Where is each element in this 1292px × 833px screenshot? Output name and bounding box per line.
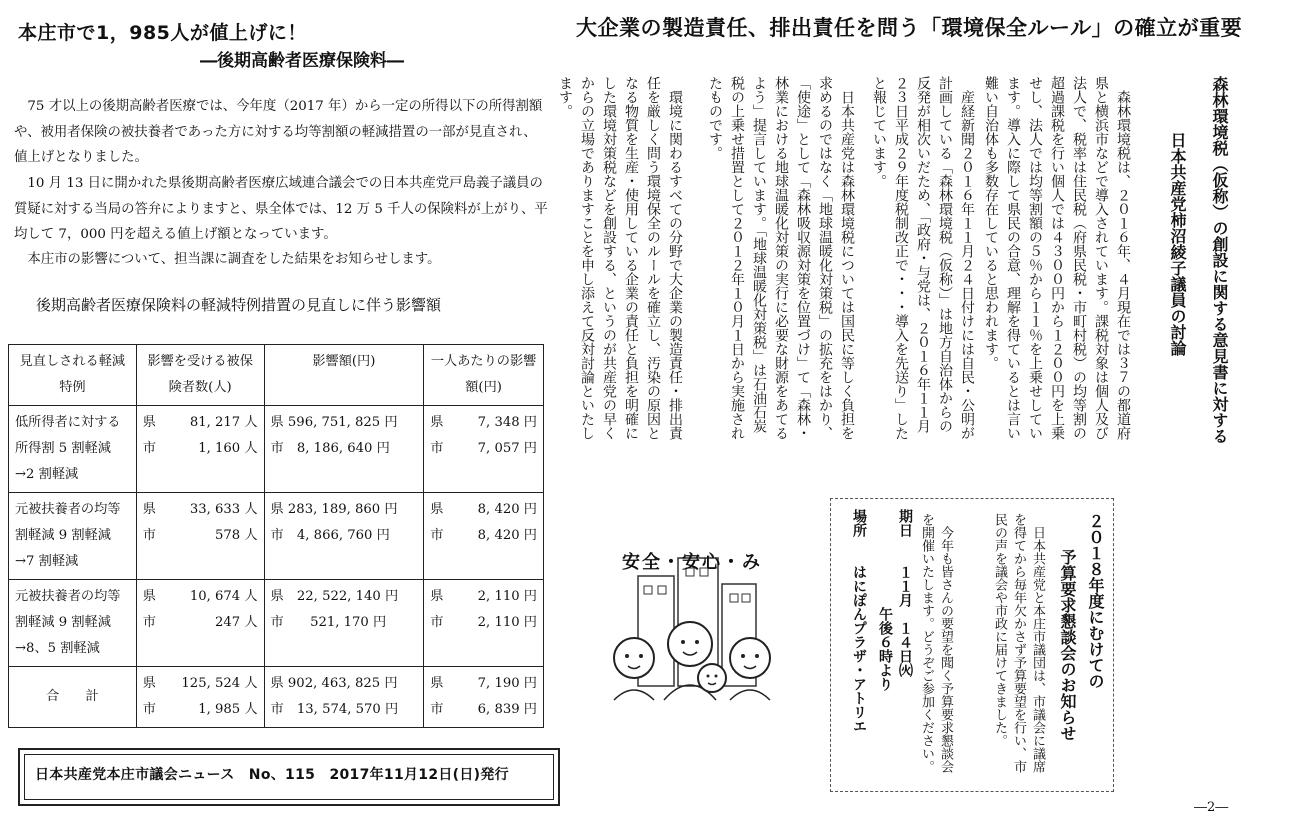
- table-cell-per: [424, 580, 544, 667]
- pref-mark: 県: [430, 502, 444, 517]
- amount-value: 市 8, 186, 640 円: [270, 441, 390, 456]
- count-value: 81, 217 人: [189, 415, 258, 430]
- pref-mark: 県: [142, 676, 156, 691]
- count-value: 247 人: [214, 615, 258, 630]
- amount-value: 市 521, 170 円: [270, 615, 387, 630]
- left-paragraph-3: 本庄市の影響について、担当課に調査をした結果をお知らせします。: [27, 252, 441, 267]
- count-value: 10, 674 人: [189, 589, 258, 604]
- article-paragraph-1: 森林環境税は、２０１６年、４月現在では３７の都道府県と横浜市などで導入されています。課税対象は個人及び法人で、税率は住民税（府県民税・市町村税）の均等割の超過課税を行い個人では４３００円から１２００円を上乗せし、法人では均等割額の５％から１１％を上乗せしています。導入に際して県民の合意、理解を得ているとは言い難い自治体も多数存在していると思われます。: [983, 76, 1131, 440]
- date-label: 期日: [897, 509, 913, 537]
- notice-body-2: 今年も皆さんの要望を聞く予算要求懇談会を開催いたします。どうぞご参加ください。: [919, 513, 953, 773]
- article-paragraph-2: 産経新聞２０１６年１１月２４日付けには自民・公明が計画している「森林環境税（仮称）」は地方自治体からの反発が相次いだため、「政府・与党は、２０１６年１１月２３日平成２９年度税制改正で・・・導入を先送り」したと報じています。: [871, 76, 975, 440]
- pref-mark: 県: [430, 676, 444, 691]
- left-headline: 本庄市で1，985人が値上げに！: [18, 22, 307, 44]
- article-subtitle: 日本共産党柿沼綾子議員の討論: [1168, 132, 1187, 356]
- count-value: 1, 160 人: [198, 441, 258, 456]
- city-mark: 市: [142, 528, 156, 543]
- table-cell-label: 元被扶養者の均等割軽減 9 割軽減→7 割軽減: [9, 493, 137, 580]
- count-value: 125, 524 人: [181, 676, 258, 691]
- amount-value: 市 13, 574, 570 円: [270, 702, 399, 717]
- per-value: 2, 110 円: [477, 615, 537, 630]
- count-value: 1, 985 人: [198, 702, 258, 717]
- place-label: 場所: [851, 509, 867, 537]
- table-header: 見直しされる軽減特例: [9, 345, 137, 406]
- pref-mark: 県: [142, 415, 156, 430]
- table-cell-label: 低所得者に対する所得割 5 割軽減→2 割軽減: [9, 406, 137, 493]
- table-row-total: [9, 667, 544, 728]
- city-mark: 市: [430, 702, 444, 717]
- per-value: 7, 190 円: [477, 676, 537, 691]
- table-cell-amount: [264, 493, 424, 580]
- left-paragraph-1: 75 才以上の後期高齢者医療では、今年度（2017 年）から一定の所得以下の所得割額や、被用者保険の被扶養者であった方に対する均等割額の軽減措置の一部が見直され、値上げとなりました。: [14, 99, 543, 165]
- left-subheadline: ―後期高齢者医療保険料―: [200, 51, 404, 71]
- table-cell-amount: [264, 580, 424, 667]
- count-value: 33, 633 人: [189, 502, 258, 517]
- per-value: 6, 839 円: [477, 702, 537, 717]
- table-cell-label: 合 計: [9, 667, 137, 728]
- table-cell-amount: [264, 406, 424, 493]
- article-title: 森林環境税（仮称）の創設に関する意見書に対する: [1210, 76, 1229, 444]
- page-number: ―2―: [1194, 800, 1229, 815]
- table-row: [9, 406, 544, 493]
- table-cell-count: [136, 406, 264, 493]
- pref-mark: 県: [430, 415, 444, 430]
- per-value: 8, 420 円: [477, 528, 537, 543]
- left-paragraph-2: 10 月 13 日に開かれた県後期高齢者医療広域連合議会での日本共産党戸島義子議員の質疑に対する当局の答弁によりますと、県全体では、12 万 5 千人の保険料が上がり、平均して 7，000 円を超える値上げ額となっています。: [14, 176, 548, 242]
- table-header: 影響額(円): [264, 345, 424, 406]
- per-value: 7, 057 円: [477, 441, 537, 456]
- table-header: 影響を受ける被保険者数(人): [136, 345, 264, 406]
- article-paragraph-3: 日本共産党は森林環境税については国民に等しく負担を求めるのではなく「地球温暖化対策税」の拡充をはかり、「使途」として「森林吸収源対策を位置づけ」て「森林・林業における地球温暖化対策の実行に必要な財源をあてるよう」提言しています。「地球温暖化対策税」は石油石炭税の上乗せ措置として２０１２年１０月１日から実施されたものです。: [707, 76, 855, 440]
- table-header-row: [9, 345, 544, 406]
- table-title: 後期高齢者医療保険料の軽減特例措置の見直しに伴う影響額: [36, 296, 442, 314]
- pref-mark: 県: [142, 502, 156, 517]
- article-paragraph-4: 環境に関わるすべての分野で大企業の製造責任・排出責任を厳しく問う環境保全のルールを確立し、汚染の原因となる物質を生産・使用している企業の責任と負担を明確にした環境対策税などを創設する、というのが共産党の早くからの立場でありますことを申し添えて反対討論といたします。: [557, 76, 683, 440]
- city-mark: 市: [430, 615, 444, 630]
- table-cell-per: [424, 406, 544, 493]
- pref-mark: 県: [142, 589, 156, 604]
- amount-value: 県 596, 751, 825 円: [270, 415, 398, 430]
- amount-value: 市 4, 866, 760 円: [270, 528, 390, 543]
- amount-value: 県 22, 522, 140 円: [270, 589, 399, 604]
- footer-text: 日本共産党本庄市議会ニュース No、115 2017年11月12日(日)発行: [24, 754, 554, 800]
- city-mark: 市: [142, 615, 156, 630]
- table-cell-count: [136, 493, 264, 580]
- date-value: １１月 １４日㈫: [897, 565, 913, 677]
- table-cell-per: [424, 493, 544, 580]
- per-value: 7, 348 円: [477, 415, 537, 430]
- notice-box: [830, 498, 1114, 792]
- count-value: 578 人: [214, 528, 258, 543]
- illustration-caption: 安全・安心・み: [622, 552, 762, 573]
- place-value: はにぽんプラザ・アトリエ: [851, 565, 867, 733]
- notice-body-1: 日本共産党と本庄市議団は、市議会に議席を得てから毎年欠かさず予算要望を行い、市民の声を議会や市政に届けてきました。: [992, 513, 1045, 773]
- per-value: 2, 110 円: [477, 589, 537, 604]
- table-row: [9, 580, 544, 667]
- per-value: 8, 420 円: [477, 502, 537, 517]
- table-cell-per: [424, 667, 544, 728]
- city-mark: 市: [142, 441, 156, 456]
- impact-table: [8, 344, 544, 728]
- table-cell-amount: [264, 667, 424, 728]
- amount-value: 県 283, 189, 860 円: [270, 502, 398, 517]
- city-mark: 市: [430, 441, 444, 456]
- newsletter-footer: [18, 748, 560, 806]
- table-cell-count: [136, 580, 264, 667]
- city-mark: 市: [142, 702, 156, 717]
- table-cell-label: 元被扶養者の均等割軽減 9 割軽減→8、5 割軽減: [9, 580, 137, 667]
- time-value: 午後６時より: [877, 607, 893, 691]
- table-row: [9, 493, 544, 580]
- right-headline: 大企業の製造責任、排出責任を問う「環境保全ルール」の確立が重要: [576, 16, 1243, 40]
- table-header: 一人あたりの影響額(円): [424, 345, 544, 406]
- notice-title: ２０１８年度にむけての: [1086, 513, 1105, 689]
- pref-mark: 県: [430, 589, 444, 604]
- notice-subtitle: 予算要求懇談会のお知らせ: [1058, 549, 1077, 741]
- amount-value: 県 902, 463, 825 円: [270, 676, 398, 691]
- family-illustration: [594, 540, 794, 720]
- table-cell-count: [136, 667, 264, 728]
- city-mark: 市: [430, 528, 444, 543]
